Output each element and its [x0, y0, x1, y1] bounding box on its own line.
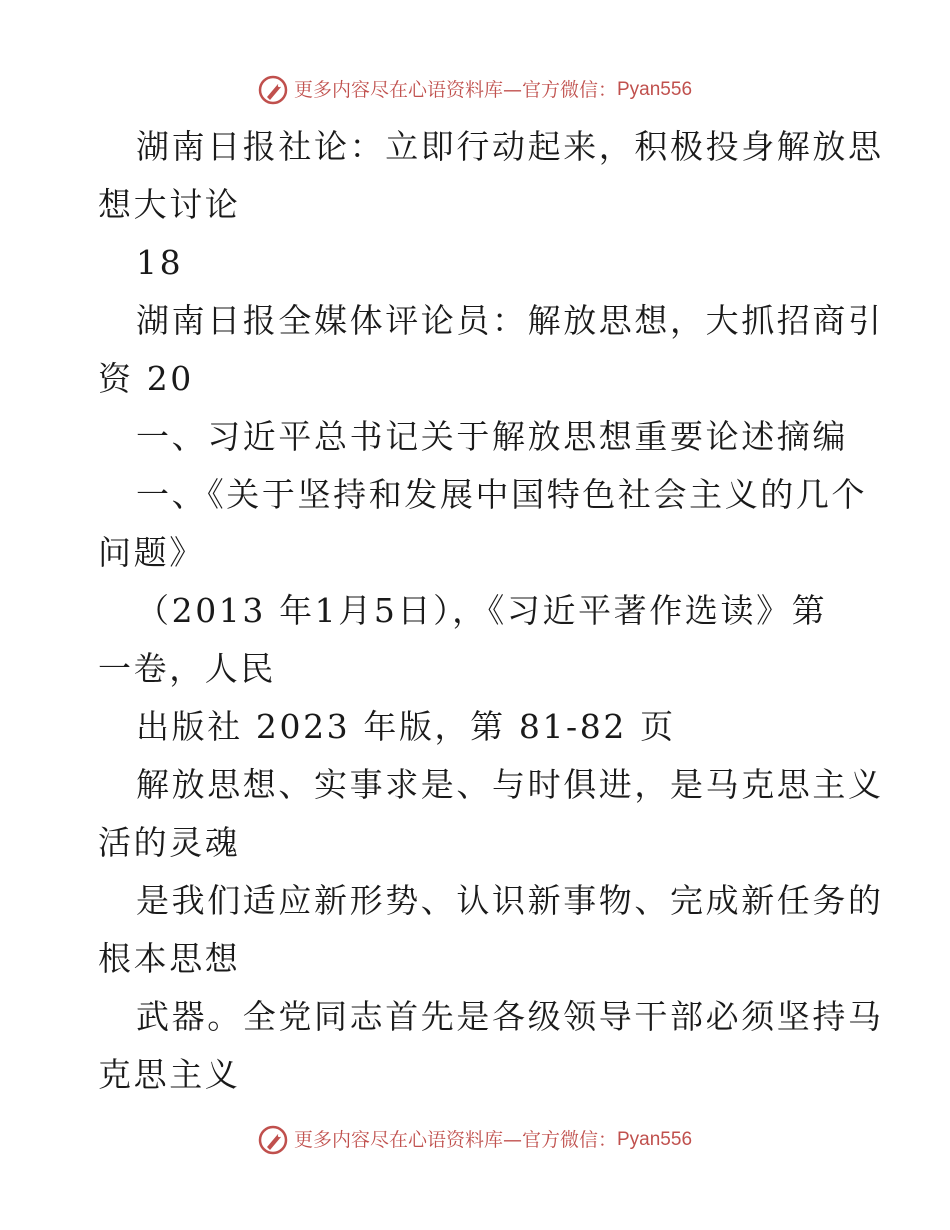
- watermark-main-text: 更多内容尽在心语资料库: [293, 1129, 503, 1151]
- text-line: 是我们适应新形势、认识新事物、完成新任务的: [136, 881, 884, 920]
- pen-logo-icon: [258, 1125, 288, 1155]
- text-line: 想大讨论: [98, 185, 241, 224]
- text-line: 资 20: [98, 359, 194, 398]
- text-line: 一、《关于坚持和发展中国特色社会主义的几个: [136, 475, 868, 514]
- watermark-label: 官方微信：: [521, 1129, 617, 1151]
- watermark-wechat-id: Pyan556: [617, 1129, 693, 1150]
- text-line: 根本思想: [98, 939, 241, 978]
- watermark-label: 官方微信：: [521, 79, 617, 101]
- footer-watermark: [0, 1123, 950, 1157]
- pen-logo-icon: [258, 75, 288, 105]
- text-line: 活的灵魂: [98, 823, 241, 862]
- text-line: 一卷，人民: [98, 649, 276, 688]
- text-line: 一、习近平总书记关于解放思想重要论述摘编: [136, 417, 848, 456]
- text-line: 出版社 2023 年版，第 81-82 页: [136, 707, 676, 746]
- text-line: 湖南日报全媒体评论员：解放思想，大抓招商引: [136, 301, 884, 340]
- watermark-wechat-id: Pyan556: [617, 79, 693, 100]
- text-line: （2013 年1月5日），《习近平著作选读》第: [136, 591, 828, 630]
- text-line: 问题》: [98, 533, 205, 572]
- watermark-separator: —: [502, 79, 522, 101]
- watermark-main-text: 更多内容尽在心语资料库: [293, 79, 503, 101]
- text-line: 18: [136, 243, 184, 282]
- header-watermark: [0, 73, 950, 107]
- text-line: 湖南日报社论：立即行动起来，积极投身解放思: [136, 127, 884, 166]
- watermark-separator: —: [502, 1129, 522, 1151]
- text-line: 武器。全党同志首先是各级领导干部必须坚持马: [136, 997, 884, 1036]
- text-line: 解放思想、实事求是、与时俱进，是马克思主义: [136, 765, 884, 804]
- text-line: 克思主义: [98, 1055, 241, 1094]
- document-body: [98, 118, 884, 1104]
